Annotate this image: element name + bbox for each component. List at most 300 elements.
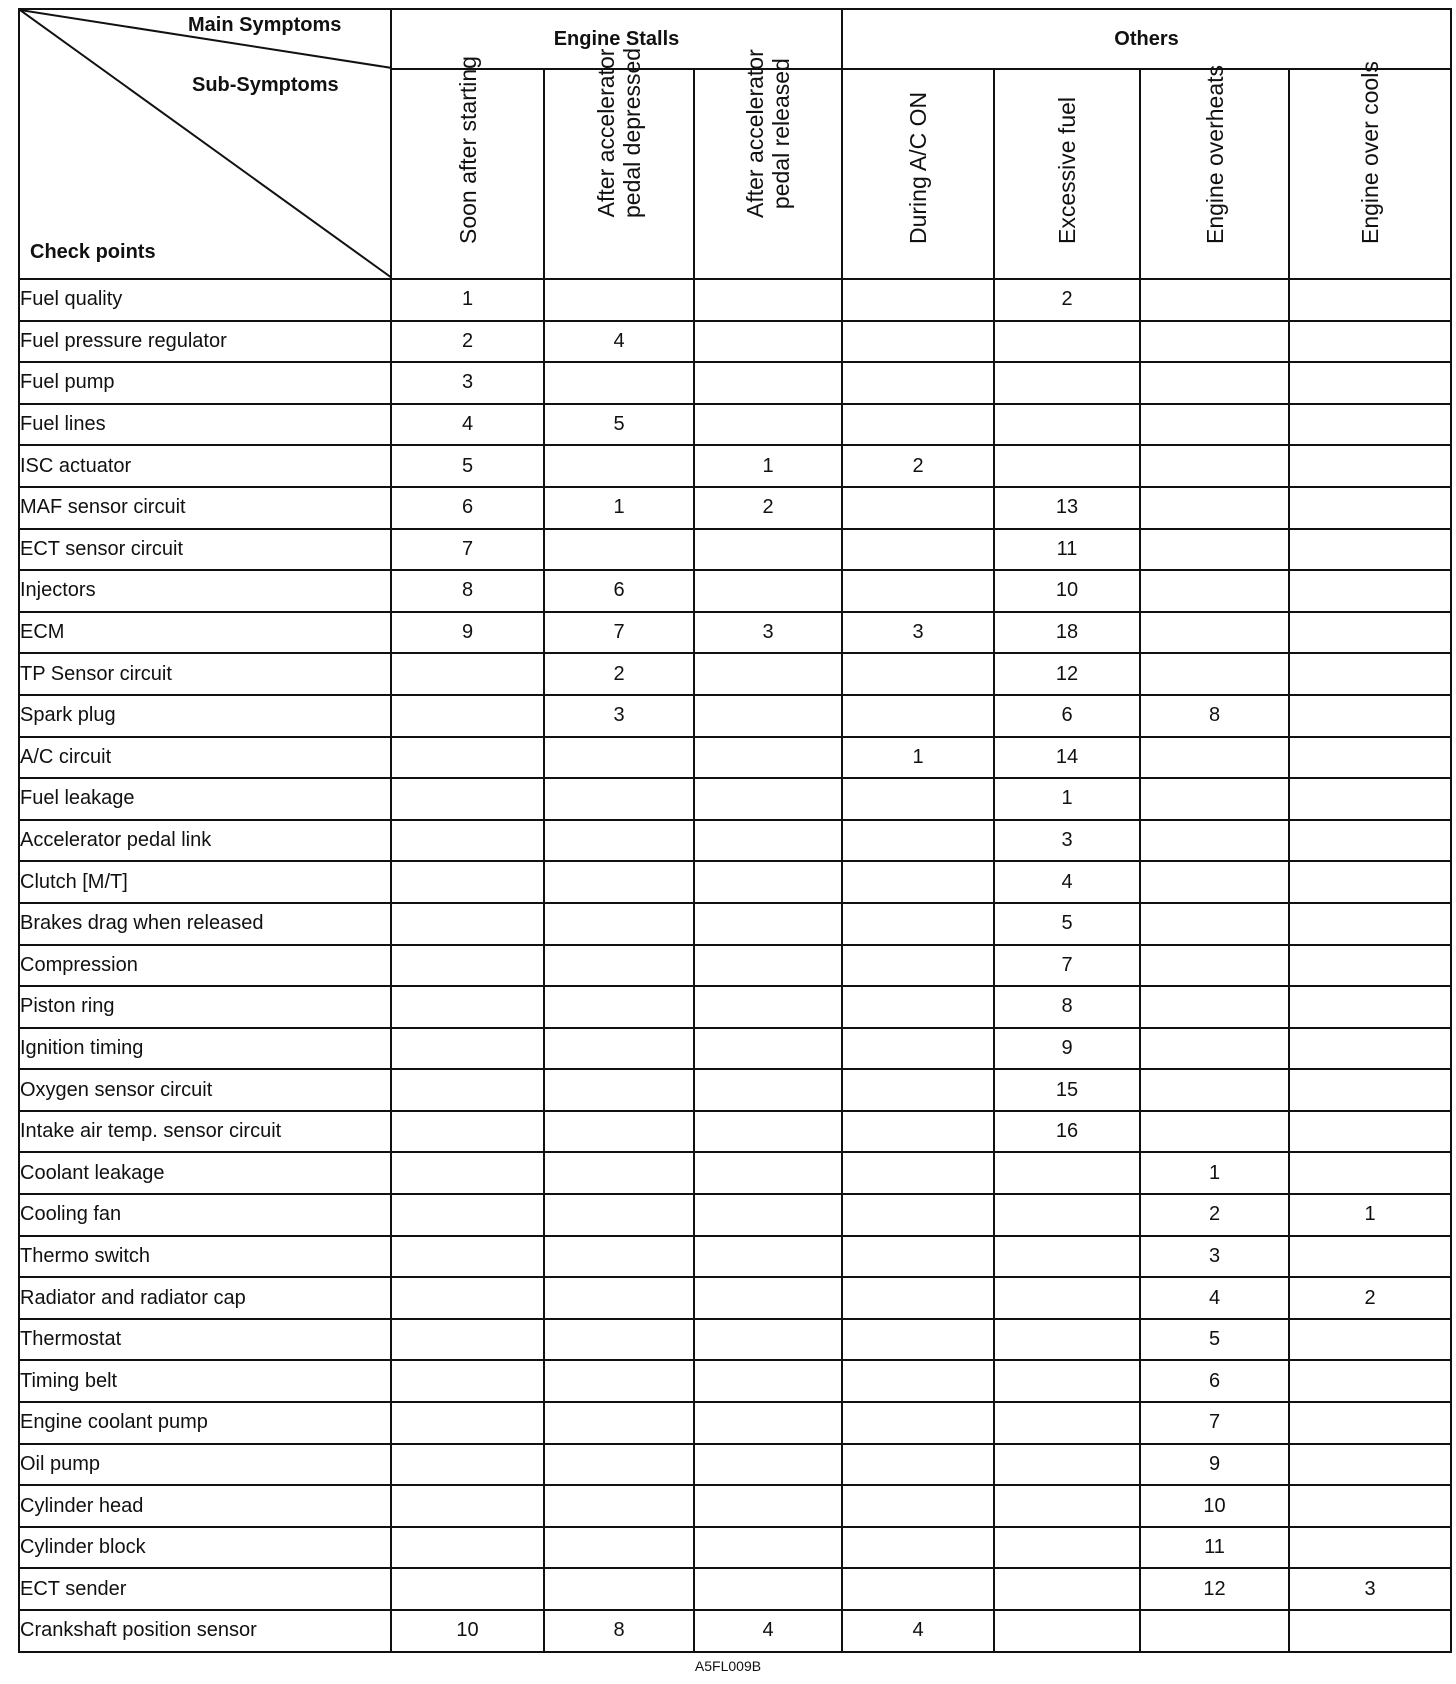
priority-cell: [544, 1527, 694, 1569]
priority-cell: [694, 1152, 842, 1194]
priority-cell: [1140, 653, 1289, 695]
priority-cell: [1289, 529, 1451, 571]
priority-cell: [994, 1277, 1140, 1319]
table-row: [19, 695, 1451, 737]
check-point-label: ECT sensor circuit: [19, 529, 391, 571]
check-point-label: Spark plug: [19, 695, 391, 737]
table-row: [19, 1527, 1451, 1569]
priority-cell: [544, 1111, 694, 1153]
priority-cell: 2: [1289, 1277, 1451, 1319]
priority-cell: [544, 1152, 694, 1194]
corner-diagonal: [20, 10, 391, 278]
subcol-header: [391, 56, 544, 279]
priority-cell: [842, 1152, 994, 1194]
check-point-label: Fuel leakage: [19, 778, 391, 820]
priority-cell: [544, 778, 694, 820]
priority-cell: [391, 1485, 544, 1527]
priority-cell: [1289, 1527, 1451, 1569]
priority-cell: [842, 1277, 994, 1319]
priority-cell: [391, 1444, 544, 1486]
priority-cell: [694, 1236, 842, 1278]
priority-cell: [391, 1152, 544, 1194]
priority-cell: [694, 737, 842, 779]
priority-cell: [544, 737, 694, 779]
priority-cell: [842, 861, 994, 903]
table-row: [19, 321, 1451, 363]
priority-cell: 4: [1140, 1277, 1289, 1319]
priority-cell: [694, 1402, 842, 1444]
table-row: [19, 778, 1451, 820]
table-row: [19, 1069, 1451, 1111]
priority-cell: 9: [391, 612, 544, 654]
priority-cell: [994, 1527, 1140, 1569]
priority-cell: [694, 1319, 842, 1361]
priority-cell: [1140, 903, 1289, 945]
priority-cell: [842, 529, 994, 571]
priority-cell: 18: [994, 612, 1140, 654]
priority-cell: [1289, 820, 1451, 862]
priority-cell: [842, 279, 994, 321]
priority-cell: [842, 903, 994, 945]
priority-cell: [994, 445, 1140, 487]
subcol-label: During A/C ON: [905, 91, 931, 244]
priority-cell: [1140, 1069, 1289, 1111]
priority-cell: [544, 1236, 694, 1278]
priority-cell: [1289, 903, 1451, 945]
check-point-label: Cylinder head: [19, 1485, 391, 1527]
priority-cell: 16: [994, 1111, 1140, 1153]
priority-cell: [694, 529, 842, 571]
priority-cell: 1: [1289, 1194, 1451, 1236]
priority-cell: [694, 653, 842, 695]
table-row: [19, 1152, 1451, 1194]
priority-cell: 3: [1140, 1236, 1289, 1278]
priority-cell: 8: [1140, 695, 1289, 737]
priority-cell: [391, 1028, 544, 1070]
table-row: [19, 404, 1451, 446]
table-row: [19, 737, 1451, 779]
subcol-label: Engine over cools: [1357, 61, 1384, 244]
subcol-header: [994, 69, 1140, 279]
group-others: Others: [842, 9, 1451, 69]
priority-cell: [842, 1527, 994, 1569]
priority-cell: [391, 778, 544, 820]
priority-cell: 10: [391, 1610, 544, 1652]
priority-cell: [1140, 737, 1289, 779]
matrix-body: [19, 279, 1451, 1652]
priority-cell: 5: [1140, 1319, 1289, 1361]
priority-cell: [842, 653, 994, 695]
priority-cell: [1289, 445, 1451, 487]
priority-cell: 6: [994, 695, 1140, 737]
check-point-label: ECM: [19, 612, 391, 654]
priority-cell: 15: [994, 1069, 1140, 1111]
priority-cell: [391, 861, 544, 903]
priority-cell: [1289, 1028, 1451, 1070]
priority-cell: [1140, 404, 1289, 446]
priority-cell: [694, 903, 842, 945]
corner-header: [19, 9, 391, 279]
priority-cell: [694, 1360, 842, 1402]
table-row: [19, 487, 1451, 529]
priority-cell: [994, 321, 1140, 363]
priority-cell: [544, 1319, 694, 1361]
priority-cell: [842, 1111, 994, 1153]
priority-cell: [544, 861, 694, 903]
subcol-header: [1140, 64, 1289, 279]
priority-cell: 1: [994, 778, 1140, 820]
priority-cell: [694, 1277, 842, 1319]
priority-cell: [694, 1194, 842, 1236]
priority-cell: [694, 1069, 842, 1111]
check-point-label: Fuel pump: [19, 362, 391, 404]
priority-cell: [544, 529, 694, 571]
table-row: [19, 1402, 1451, 1444]
priority-cell: [694, 1028, 842, 1070]
check-point-label: Engine coolant pump: [19, 1402, 391, 1444]
priority-cell: 3: [391, 362, 544, 404]
table-row: [19, 279, 1451, 321]
priority-cell: [544, 1485, 694, 1527]
priority-cell: [1140, 986, 1289, 1028]
priority-cell: [544, 1360, 694, 1402]
priority-cell: [1289, 1360, 1451, 1402]
table-row: [19, 1236, 1451, 1278]
priority-cell: [994, 1194, 1140, 1236]
table-row: [19, 1444, 1451, 1486]
priority-cell: 7: [544, 612, 694, 654]
priority-cell: [1140, 1610, 1289, 1652]
priority-cell: [994, 1152, 1140, 1194]
subcol-label: Engine overheats: [1201, 64, 1228, 244]
check-point-label: TP Sensor circuit: [19, 653, 391, 695]
check-point-label: ECT sender: [19, 1568, 391, 1610]
priority-cell: 4: [544, 321, 694, 363]
priority-cell: 1: [842, 737, 994, 779]
priority-cell: [842, 695, 994, 737]
priority-cell: [994, 1444, 1140, 1486]
priority-cell: [694, 778, 842, 820]
priority-cell: [1289, 1111, 1451, 1153]
priority-cell: [842, 1402, 994, 1444]
check-point-label: Thermo switch: [19, 1236, 391, 1278]
priority-cell: 12: [1140, 1568, 1289, 1610]
check-point-label: Injectors: [19, 570, 391, 612]
priority-cell: 14: [994, 737, 1140, 779]
table-row: [19, 820, 1451, 862]
priority-cell: 5: [994, 903, 1140, 945]
priority-cell: 4: [391, 404, 544, 446]
check-point-label: Piston ring: [19, 986, 391, 1028]
priority-cell: [544, 279, 694, 321]
priority-cell: [1289, 487, 1451, 529]
check-point-label: Radiator and radiator cap: [19, 1277, 391, 1319]
priority-cell: [1289, 321, 1451, 363]
priority-cell: [1289, 1610, 1451, 1652]
priority-cell: 3: [994, 820, 1140, 862]
priority-cell: [694, 321, 842, 363]
priority-cell: [842, 404, 994, 446]
priority-cell: [994, 1568, 1140, 1610]
priority-cell: [842, 945, 994, 987]
priority-cell: [994, 1360, 1140, 1402]
check-point-label: ISC actuator: [19, 445, 391, 487]
priority-cell: [1140, 570, 1289, 612]
table-row: [19, 653, 1451, 695]
priority-cell: [391, 1069, 544, 1111]
priority-cell: [391, 986, 544, 1028]
priority-cell: [694, 945, 842, 987]
priority-cell: [1289, 986, 1451, 1028]
priority-cell: [694, 986, 842, 1028]
priority-cell: [544, 362, 694, 404]
priority-cell: 3: [1289, 1568, 1451, 1610]
table-row: [19, 1277, 1451, 1319]
priority-cell: [544, 1568, 694, 1610]
priority-cell: [694, 279, 842, 321]
priority-cell: 10: [994, 570, 1140, 612]
check-point-label: Fuel lines: [19, 404, 391, 446]
priority-cell: 4: [694, 1610, 842, 1652]
check-point-label: Cooling fan: [19, 1194, 391, 1236]
priority-cell: 4: [994, 861, 1140, 903]
priority-cell: 8: [544, 1610, 694, 1652]
priority-cell: [544, 820, 694, 862]
priority-cell: [1289, 778, 1451, 820]
priority-cell: 9: [1140, 1444, 1289, 1486]
check-point-label: Brakes drag when released: [19, 903, 391, 945]
symptom-matrix-table: [18, 8, 1452, 1653]
priority-cell: [694, 1568, 842, 1610]
check-point-label: Intake air temp. sensor circuit: [19, 1111, 391, 1153]
priority-cell: [1289, 695, 1451, 737]
priority-cell: [842, 570, 994, 612]
table-row: [19, 861, 1451, 903]
check-point-label: Coolant leakage: [19, 1152, 391, 1194]
main-symptoms-label: Main Symptoms: [188, 14, 342, 36]
table-row: [19, 529, 1451, 571]
priority-cell: [1289, 737, 1451, 779]
priority-cell: [694, 1527, 842, 1569]
priority-cell: [994, 1485, 1140, 1527]
priority-cell: [994, 1236, 1140, 1278]
priority-cell: [1289, 1152, 1451, 1194]
subcol-header: [544, 47, 694, 279]
subcol-header: [1289, 61, 1451, 279]
priority-cell: 12: [994, 653, 1140, 695]
priority-cell: [694, 570, 842, 612]
priority-cell: 5: [544, 404, 694, 446]
priority-cell: 3: [842, 612, 994, 654]
priority-cell: [842, 1194, 994, 1236]
priority-cell: [1289, 653, 1451, 695]
priority-cell: [544, 1277, 694, 1319]
table-row: [19, 986, 1451, 1028]
priority-cell: [842, 1485, 994, 1527]
priority-cell: [544, 986, 694, 1028]
priority-cell: [544, 445, 694, 487]
table-row: [19, 1194, 1451, 1236]
priority-cell: [842, 986, 994, 1028]
check-point-label: Oxygen sensor circuit: [19, 1069, 391, 1111]
table-row: [19, 1111, 1451, 1153]
priority-cell: 6: [1140, 1360, 1289, 1402]
priority-cell: [1140, 861, 1289, 903]
priority-cell: [842, 1360, 994, 1402]
priority-cell: [694, 820, 842, 862]
priority-cell: [1289, 570, 1451, 612]
priority-cell: [1289, 404, 1451, 446]
priority-cell: [842, 1568, 994, 1610]
priority-cell: [1140, 1028, 1289, 1070]
check-point-label: Ignition timing: [19, 1028, 391, 1070]
table-row: [19, 570, 1451, 612]
priority-cell: [1289, 362, 1451, 404]
priority-cell: [391, 653, 544, 695]
subcol-label: After accelerator pedal released: [742, 49, 794, 218]
table-row: [19, 445, 1451, 487]
priority-cell: [391, 737, 544, 779]
priority-cell: [1289, 945, 1451, 987]
table-row: [19, 1568, 1451, 1610]
priority-cell: 11: [994, 529, 1140, 571]
priority-cell: [994, 404, 1140, 446]
priority-cell: [391, 903, 544, 945]
subcol-label: After accelerator pedal depressed: [593, 47, 645, 218]
check-point-label: Crankshaft position sensor: [19, 1610, 391, 1652]
check-point-label: A/C circuit: [19, 737, 391, 779]
priority-cell: 1: [694, 445, 842, 487]
priority-cell: [994, 362, 1140, 404]
priority-cell: [391, 945, 544, 987]
priority-cell: [391, 1568, 544, 1610]
priority-cell: 11: [1140, 1527, 1289, 1569]
group-engine-stalls: Engine Stalls: [391, 9, 842, 69]
priority-cell: [1289, 1319, 1451, 1361]
priority-cell: [544, 1444, 694, 1486]
priority-cell: [1289, 1444, 1451, 1486]
check-point-label: Compression: [19, 945, 391, 987]
priority-cell: [391, 1194, 544, 1236]
priority-cell: 13: [994, 487, 1140, 529]
priority-cell: [391, 1277, 544, 1319]
priority-cell: [391, 1236, 544, 1278]
priority-cell: [1289, 612, 1451, 654]
priority-cell: [1140, 1111, 1289, 1153]
priority-cell: [544, 1402, 694, 1444]
priority-cell: [391, 820, 544, 862]
check-point-label: Fuel quality: [19, 279, 391, 321]
priority-cell: [544, 1028, 694, 1070]
priority-cell: [1289, 1402, 1451, 1444]
priority-cell: 9: [994, 1028, 1140, 1070]
priority-cell: [1289, 1485, 1451, 1527]
priority-cell: [994, 1319, 1140, 1361]
table-row: [19, 1485, 1451, 1527]
priority-cell: [994, 1610, 1140, 1652]
check-point-label: MAF sensor circuit: [19, 487, 391, 529]
priority-cell: [842, 1069, 994, 1111]
table-row: [19, 945, 1451, 987]
table-row: [19, 1319, 1451, 1361]
sub-symptoms-label: Sub-Symptoms: [192, 74, 339, 96]
priority-cell: 1: [391, 279, 544, 321]
check-point-label: Timing belt: [19, 1360, 391, 1402]
priority-cell: [842, 1028, 994, 1070]
check-point-label: Accelerator pedal link: [19, 820, 391, 862]
priority-cell: [1140, 487, 1289, 529]
priority-cell: [694, 695, 842, 737]
priority-cell: [842, 321, 994, 363]
table-row: [19, 903, 1451, 945]
subcol-label: Excessive fuel: [1054, 96, 1080, 244]
priority-cell: [842, 1444, 994, 1486]
priority-cell: 3: [544, 695, 694, 737]
priority-cell: 5: [391, 445, 544, 487]
priority-cell: [694, 861, 842, 903]
priority-cell: [544, 903, 694, 945]
priority-cell: 2: [1140, 1194, 1289, 1236]
check-point-label: Thermostat: [19, 1319, 391, 1361]
priority-cell: [1140, 820, 1289, 862]
priority-cell: [1289, 1236, 1451, 1278]
priority-cell: [544, 945, 694, 987]
figure-code: A5FL009B: [694, 1658, 762, 1674]
priority-cell: [1140, 945, 1289, 987]
priority-cell: [1140, 612, 1289, 654]
priority-cell: [1289, 861, 1451, 903]
priority-cell: 7: [994, 945, 1140, 987]
priority-cell: 2: [544, 653, 694, 695]
priority-cell: [1289, 1069, 1451, 1111]
priority-cell: [842, 820, 994, 862]
priority-cell: [842, 778, 994, 820]
priority-cell: 2: [994, 279, 1140, 321]
priority-cell: [1140, 529, 1289, 571]
priority-cell: [694, 362, 842, 404]
check-point-label: Cylinder block: [19, 1527, 391, 1569]
subcol-label: Soon after starting: [454, 56, 481, 244]
priority-cell: 4: [842, 1610, 994, 1652]
table-row: [19, 362, 1451, 404]
priority-cell: [1140, 321, 1289, 363]
check-points-label: Check points: [30, 241, 156, 263]
priority-cell: [391, 1527, 544, 1569]
priority-cell: [1140, 279, 1289, 321]
priority-cell: [391, 1402, 544, 1444]
priority-cell: 2: [391, 321, 544, 363]
priority-cell: [694, 1485, 842, 1527]
table-row: [19, 1360, 1451, 1402]
priority-cell: 3: [694, 612, 842, 654]
priority-cell: [842, 487, 994, 529]
subcol-header: [842, 69, 994, 279]
check-point-label: Oil pump: [19, 1444, 391, 1486]
priority-cell: 10: [1140, 1485, 1289, 1527]
priority-cell: 2: [694, 487, 842, 529]
priority-cell: [994, 1402, 1140, 1444]
priority-cell: [544, 1069, 694, 1111]
table-row: [19, 1610, 1451, 1652]
check-point-label: Fuel pressure regulator: [19, 321, 391, 363]
priority-cell: [1140, 445, 1289, 487]
priority-cell: [391, 1360, 544, 1402]
priority-cell: [391, 1319, 544, 1361]
priority-cell: [694, 1444, 842, 1486]
subcol-header: [694, 49, 842, 279]
priority-cell: [842, 362, 994, 404]
priority-cell: [1140, 362, 1289, 404]
